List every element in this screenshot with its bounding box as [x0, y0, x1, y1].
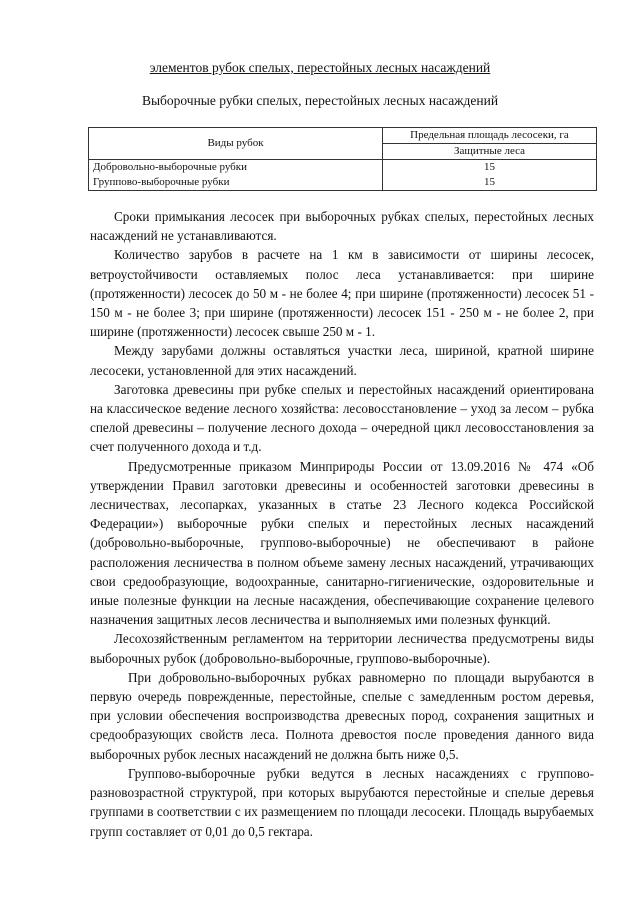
felling-area-table — [88, 127, 597, 191]
paragraph-order-474: Предусмотренные приказом Минприроды России от 13.09.2016 № 474 «Об утверждении Правил заготовки древесины и особенностей заготовки древесины в лесничествах, лесопарках, указанных в статье 23 Лесного кодекса Российской Федерации») выборочные рубки спелых и перестойных лесных насаждений (добровольно-выборочные, группово-выборочные) не обеспечивают в районе расположения лесничества в полном объеме замену лесных насаждений, утрачивающих свои средообразующие, водоохранные, санитарно-гигиенические, оздоровительные и иные полезные функции на лесные насаждения, обеспечивающие сохранение целевого назначения защитных лесов лесничества и выполняемых ими полезных функций. — [90, 458, 594, 628]
paragraph-harvesting: Заготовка древесины при рубке спелых и перестойных насаждений ориентирована на классическое ведение лесного хозяйства: лесовосстановление – уход за лесом – рубка спелой древесины – получение лесного дохода – очередной цикл лесовосстановления за счет полученного дохода и т.д. — [90, 381, 594, 455]
table-header-row — [89, 128, 597, 144]
table-row — [89, 160, 597, 176]
table-title: Выборочные рубки спелых, перестойных лесных насаждений — [141, 93, 499, 108]
table-cell-type: Добровольно-выборочные рубки — [89, 160, 383, 176]
paragraph-regulation: Лесохозяйственным регламентом на территории лесничества предусмотрены виды выборочных рубок (добровольно-выборочные, группово-выборочные). — [90, 631, 594, 666]
body-text — [90, 207, 594, 841]
paragraph-group-selective: Группово-выборочные рубки ведутся в лесных насаждениях с группово-разновозрастной структурой, при которых вырубаются перестойные и спелые деревья группами в соответствии с их размещением по площади лесосеки. Площадь вырубаемых групп составляет от 0,01 до 0,5 гектара. — [90, 765, 594, 839]
paragraph-cut-count: Количество зарубов в расчете на 1 км в зависимости от ширины лесосек, ветроустойчивости оставляемых полос леса устанавливается: при ширине (протяженности) лесосек до 50 м - не более 4; при ширине (протяженности) лесосек 51 - 150 м - не более 3; при ширине (протяженности) лесосек 151 - 250 м - не более 2, при ширине (протяженности) лесосек свыше 250 м - 1. — [90, 247, 594, 340]
table-cell-value: 15 — [383, 175, 597, 191]
col-subheader-protective-forests: Защитные леса — [383, 144, 597, 160]
paragraph-adjacency: Сроки примыкания лесосек при выборочных рубках спелых, перестойных лесных насаждений не устанавливаются. — [90, 209, 594, 244]
table-cell-type: Группово-выборочные рубки — [89, 175, 383, 191]
heading-continuation: элементов рубок спелых, перестойных лесных насаждений — [149, 60, 491, 75]
col-header-max-area: Предельная площадь лесосеки, га — [383, 128, 597, 144]
table-row — [89, 175, 597, 191]
paragraph-voluntary-selective: При добровольно-выборочных рубках равномерно по площади вырубаются в первую очередь поврежденные, перестойные, спелые с замедленным ростом деревья, при условии обеспечения воспроизводства древесных пород, сохранения защитных и средообразующих свойств леса. Полнота древостоя после проведения данного вида выборочных рубок лесных насаждений не должна быть ниже 0,5. — [90, 669, 594, 762]
table-cell-value: 15 — [383, 160, 597, 176]
paragraph-between-cuts: Между зарубами должны оставляться участки леса, шириной, кратной ширине лесосеки, установленной для этих насаждений. — [90, 343, 594, 378]
col-header-felling-types: Виды рубок — [89, 128, 383, 160]
